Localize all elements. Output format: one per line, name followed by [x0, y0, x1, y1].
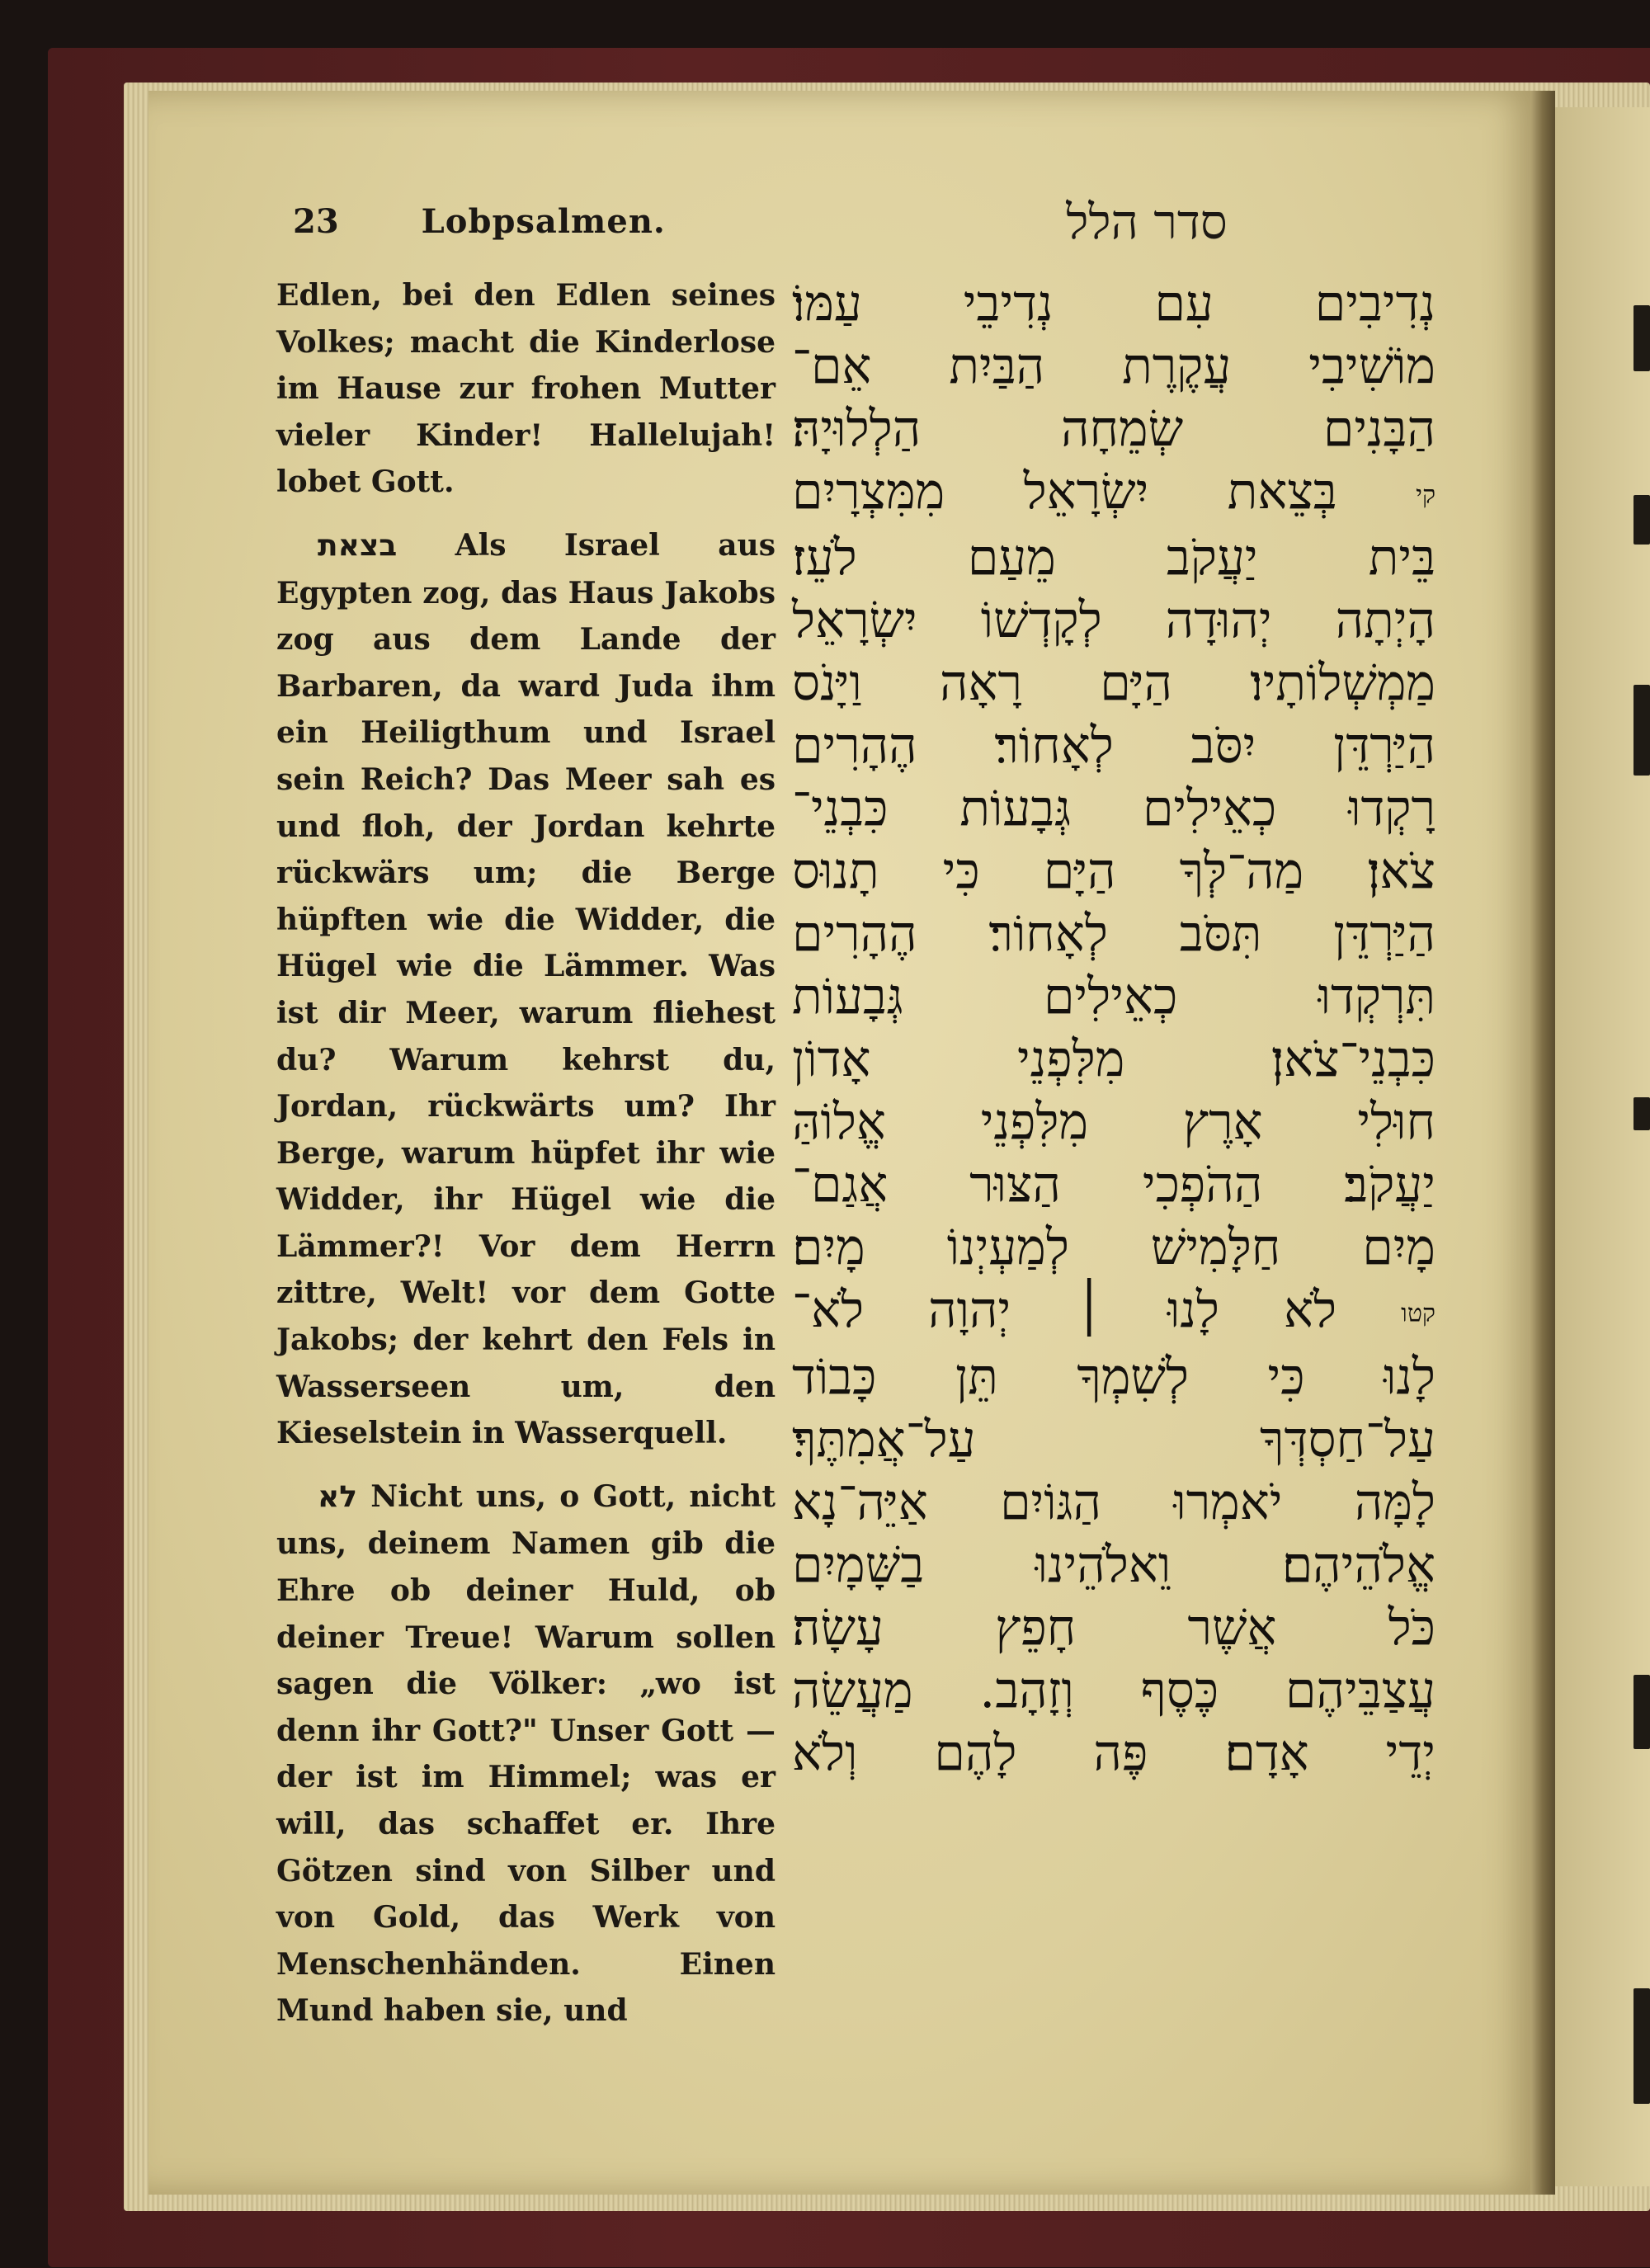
hebrew-line: [792, 1722, 1436, 1785]
hebrew-line: [792, 589, 1436, 652]
hebrew-line: [792, 460, 1436, 526]
hebrew-line-text: כִּבְנֵי־צֹאן׃ מִלִּפְנֵי אָדוֹן: [792, 1030, 1436, 1089]
hebrew-line: [792, 903, 1436, 965]
hebrew-line: [792, 1659, 1436, 1722]
hebrew-line-text: הַיַּרְדֵּן תִּסֹּב לְאָחוֹר׃ הֶהָרִים: [792, 905, 1436, 964]
hebrew-line: [792, 1028, 1436, 1091]
running-header-left: [293, 202, 689, 252]
text-fragment: [1634, 1988, 1650, 2104]
hebrew-line: [792, 840, 1436, 903]
text-fragment: [1634, 685, 1650, 776]
hebrew-line-text: כֹּל אֲשֶׁר חָפֵץ עָשָׂה׃: [792, 1598, 1436, 1657]
hebrew-line: [792, 526, 1436, 589]
hebrew-line-text: יְדֵי אָדָם׃ פֶּה לָהֶם וְלֹא: [792, 1723, 1436, 1782]
hebrew-line-text: לָמָּה יֹאמְרוּ הַגּוֹיִם אַיֵּה־נָא: [792, 1473, 1436, 1531]
hebrew-line-text: נְדִיבִים עִם נְדִיבֵי עַמּוֹ׃: [792, 275, 1436, 332]
hebrew-line-text: לָנוּ כִּי לְשִׁמְךָ תֵּן כָּבוֹד: [792, 1347, 1436, 1406]
hebrew-line-text: צֹאן׃ מַה־לְּךָ הַיָּם כִּי תָנוּס: [792, 842, 1436, 901]
text-fragment: [1634, 1675, 1650, 1749]
running-head-german: Lobpsalmen.: [421, 202, 666, 241]
hebrew-line-text: בֵּית יַעֲקֹב מֵעַם לֹעֵז׃: [792, 529, 1436, 587]
hebrew-line: [792, 1216, 1436, 1279]
hebrew-line-text: לֹא לָנוּ ׀ יְהוָה לֹא־: [792, 1281, 1337, 1340]
german-paragraph-text: Edlen, bei den Edlen seines Volkes; macht die Kinderlose im Hause zur frohen Mutter vieler Kinder! Hallelujah! lobet Gott.: [276, 278, 776, 500]
hebrew-line-text: הָיְתָה יְהוּדָה לְקָדְשׁוֹ יִשְׂרָאֵל: [792, 592, 1436, 650]
german-translation-column: [276, 272, 776, 2030]
hebrew-line-text: יַעֲקֹב׃ הַהֹפְכִי הַצּוּר אֲגַם־: [792, 1156, 1436, 1214]
hebrew-line-text: הַבָּנִים שְׂמֵחָה הַלְלוּיָהּ׃: [792, 400, 1436, 458]
psalm-number: קי: [1416, 480, 1436, 510]
text-fragment: [1634, 495, 1650, 545]
hebrew-line-text: מָיִם חַלָּמִישׁ לְמַעְיְנוֹ מָיִם׃: [792, 1219, 1436, 1277]
hebrew-cue-word: לא: [318, 1479, 357, 1514]
german-paragraph: [276, 1473, 776, 2035]
hebrew-line-text: הַיַּרְדֵּן יִסֹּב לְאָחוֹר׃ הֶהָרִים: [792, 717, 1436, 776]
german-paragraph: [276, 522, 776, 1457]
hebrew-line: [792, 1534, 1436, 1596]
hebrew-line: [792, 714, 1436, 777]
hebrew-line-text: מוֹשִׁיבִי עֲקֶרֶת הַבַּיִת אֵם־: [792, 337, 1436, 395]
page-number: 23: [293, 202, 339, 241]
running-head-hebrew: סדר הלל: [1066, 194, 1228, 250]
hebrew-line: [792, 777, 1436, 840]
hebrew-line-text: עַל־חַסְדְּךָ עַל־אֲמִתֶּךָ׃: [792, 1410, 1436, 1469]
hebrew-line: [792, 652, 1436, 714]
hebrew-line: [792, 398, 1436, 460]
hebrew-line: [792, 1408, 1436, 1471]
book-gutter: [1530, 91, 1555, 2195]
german-paragraph-text: Als Israel aus Egypten zog, das Haus Jakobs zog aus dem Lande der Barbaren, da ward Juda ihm ein Heiligthum und Israel sein Reich? Das Meer sah es und floh, der Jordan kehrte rückwärs um; die Berge hüpften wie die Widder, die Hügel wie die Lämmer. Was ist dir Meer, warum fliehest du? Warum kehrst du, Jordan, rückwärts um? Ihr Berge, warum hüpfet ihr wie Widder, ihr Hügel wie die Lämmer?! Vor dem Herrn zittre, Welt! vor dem Gotte Jakobs; der kehrt den Fels in Wasserseen um, den Kieselstein in Wasserquell.: [276, 527, 776, 1451]
hebrew-line: [792, 1346, 1436, 1408]
hebrew-line: [792, 335, 1436, 398]
hebrew-line-text: בְּצֵאת יִשְׂרָאֵל מִמִּצְרָיִם: [792, 463, 1337, 521]
hebrew-line-text: חוּלִי אָרֶץ מִלִּפְנֵי אֱלוֹהַּ: [792, 1093, 1436, 1152]
hebrew-line: [792, 1091, 1436, 1153]
psalm-number: קטו: [1401, 1299, 1436, 1328]
hebrew-line: [792, 965, 1436, 1028]
facing-page-edge: [1555, 107, 1650, 2186]
hebrew-line: [792, 1153, 1436, 1216]
hebrew-line: [792, 1596, 1436, 1659]
hebrew-line-text: רָקְדוּ כְאֵילִים גְּבָעוֹת כִּבְנֵי־: [792, 780, 1436, 838]
german-paragraph-text: Nicht uns, o Gott, nicht uns, deinem Namen gib die Ehre ob deiner Huld, ob deiner Treue! Warum sollen sagen die Völker: „wo ist denn ihr Gott?" Unser Gott — der ist im Himmel; was er will, das schaffet er. Ihre Götzen sind von Silber und von Gold, das Werk von Menschenhänden. Einen Mund haben sie, und: [276, 1478, 776, 2029]
hebrew-line: [792, 1279, 1436, 1345]
hebrew-cue-word: בצאת: [318, 528, 398, 563]
hebrew-line-text: מַמְשְׁלוֹתָיו׃ הַיָּם רָאָה וַיָּנֹס: [792, 654, 1436, 713]
german-paragraph: [276, 272, 776, 506]
hebrew-text-column: [792, 272, 1436, 2046]
hebrew-line: [792, 1471, 1436, 1534]
hebrew-line: [792, 272, 1436, 335]
hebrew-line-text: תִּרְקְדוּ כְאֵילִים גְּבָעוֹת: [792, 968, 1436, 1026]
text-fragment: [1634, 1097, 1650, 1130]
text-fragment: [1634, 305, 1650, 371]
hebrew-line-text: אֱלֹהֵיהֶם׃ וֵאלֹהֵינוּ בַשָּׁמָיִם: [792, 1535, 1436, 1594]
hebrew-line-text: עֲצַבֵּיהֶם כֶּסֶף וְזָהָב. מַעֲשֵׂה: [792, 1661, 1436, 1719]
